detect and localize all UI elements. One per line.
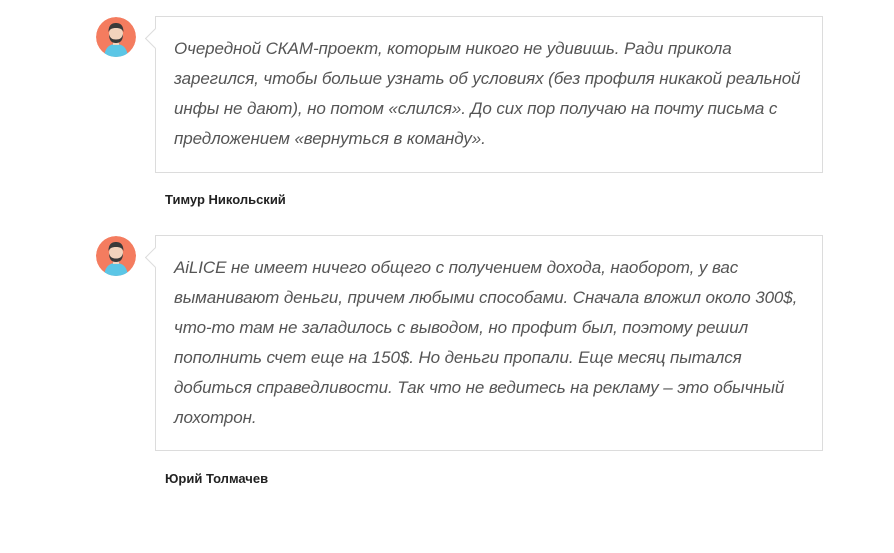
review-bubble xyxy=(155,16,823,173)
review-text: Очередной СКАМ-проект, которым никого не удивишь. Ради прикола зарегился, чтобы больше узнать об условиях (без профиля никакой реальной инфы не дают), но потом «слился». До сих пор получаю на почту письма с предложением «вернуться в команду». xyxy=(174,39,801,148)
review-author: Тимур Никольский xyxy=(165,192,286,207)
review-bubble xyxy=(155,235,823,451)
user-avatar-icon xyxy=(96,236,136,276)
user-avatar-icon xyxy=(96,17,136,57)
review-author: Юрий Толмачев xyxy=(165,471,269,486)
review-text: AiLICE не имеет ничего общего с получением дохода, наоборот, у вас выманивают деньги, причем любыми способами. Сначала вложил около 300$, что-то там не заладилось с выводом, но профит был, поэтому решил пополнить счет еще на 150$. Но деньги пропали. Еще месяц пытался добиться справедливости. Так что не ведитесь на рекламу – это обычный лохотрон. xyxy=(174,258,798,427)
